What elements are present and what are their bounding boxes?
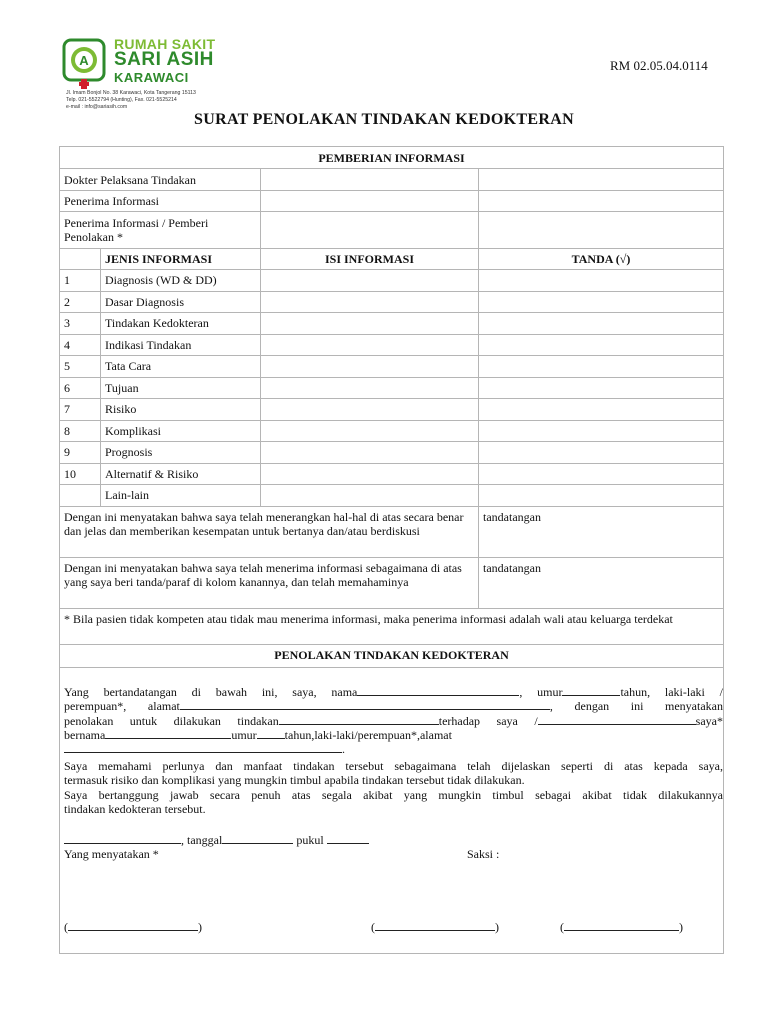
statement-text: Dengan ini menyatakan bahwa saya telah menerima informasi sebagaimana di atas yang saya beri tanda/paraf di kolom kanannya, dan telah memahaminya: [60, 557, 479, 608]
row-jenis: Dasar Diagnosis: [101, 291, 261, 313]
row-number: 5: [60, 356, 101, 378]
static-text: (: [371, 920, 375, 934]
svg-text:A: A: [79, 53, 89, 68]
refusal-line-5: [64, 741, 345, 756]
static-text: penolakan untuk dilakukan tindakan: [64, 714, 279, 728]
column-header-tanda: TANDA (√): [479, 249, 724, 270]
doctor-signature-field[interactable]: tandatangan: [479, 506, 724, 557]
row-number: 9: [60, 442, 101, 464]
row-jenis: Lain-lain: [101, 485, 261, 507]
row-tanda-field[interactable]: [479, 270, 724, 292]
row-isi-field[interactable]: [261, 463, 479, 485]
place-field[interactable]: [64, 832, 181, 844]
row-jenis: Indikasi Tindakan: [101, 334, 261, 356]
hospital-emblem-icon: [62, 38, 106, 90]
date-time-line: [64, 832, 369, 847]
row-isi-field[interactable]: [261, 291, 479, 313]
logo-name-line1: RUMAH SAKIT: [114, 36, 216, 52]
paragraph-line: Saya bertanggung jawab secara penuh atas segala akibat yang mungkin timbul sebagai akibat tidak dilakukannya: [64, 788, 723, 802]
refuser-name-field[interactable]: [261, 212, 479, 249]
row-number: 1: [60, 270, 101, 292]
logo-name-line2: SARI ASIH: [114, 49, 214, 70]
field-row-recipient: [60, 191, 724, 212]
address-field[interactable]: [180, 698, 550, 710]
static-text: saya*: [695, 714, 723, 728]
field-row-doctor: [60, 169, 724, 191]
row-isi-field[interactable]: [261, 334, 479, 356]
witness-label: Saksi :: [467, 847, 500, 861]
section-heading-refusal: PENOLAKAN TINDAKAN KEDOKTERAN: [274, 648, 509, 662]
signer-signature-line: [64, 919, 202, 934]
table-row: [60, 291, 724, 313]
row-jenis: Alternatif & Risiko: [101, 463, 261, 485]
row-tanda-field[interactable]: [479, 463, 724, 485]
static-text: ): [679, 920, 683, 934]
age-field[interactable]: [562, 684, 620, 696]
refuser-extra-field[interactable]: [479, 212, 724, 249]
recipient-extra-field[interactable]: [479, 191, 724, 212]
field-label: Dokter Pelaksana Tindakan: [60, 169, 261, 191]
section-heading-information: PEMBERIAN INFORMASI: [60, 147, 724, 169]
witness2-signature-field[interactable]: [564, 919, 679, 931]
table-row: [60, 485, 724, 507]
page-title: SURAT PENOLAKAN TINDAKAN KEDOKTERAN: [194, 111, 574, 128]
row-tanda-field[interactable]: [479, 313, 724, 335]
refusal-line-1: [64, 684, 723, 699]
row-isi-field[interactable]: [261, 442, 479, 464]
column-header-isi: ISI INFORMASI: [261, 249, 479, 270]
static-text: umur: [231, 728, 257, 742]
patient-name-field[interactable]: [105, 727, 231, 739]
static-text: (: [560, 920, 564, 934]
table-row: [60, 463, 724, 485]
row-tanda-field[interactable]: [479, 291, 724, 313]
form-code: RM 02.05.04.0114: [610, 58, 708, 73]
footnote-text: * Bila pasien tidak kompeten atau tidak mau menerima informasi, maka penerima informasi adalah wali atau keluarga terdekat: [60, 608, 724, 644]
row-isi-field[interactable]: [261, 485, 479, 507]
static-text: , tanggal: [181, 833, 223, 847]
column-header-jenis: JENIS INFORMASI: [101, 249, 261, 270]
static-text: Yang bertandatangan di bawah ini, saya, nama: [64, 685, 358, 699]
static-text: pukul: [293, 833, 327, 847]
static-text: , dengan ini menyatakan: [549, 699, 723, 713]
static-text: ): [495, 920, 499, 934]
patient-address-field[interactable]: [64, 741, 342, 753]
row-jenis: Diagnosis (WD & DD): [101, 270, 261, 292]
row-tanda-field[interactable]: [479, 377, 724, 399]
row-isi-field[interactable]: [261, 399, 479, 421]
logo-address-line: Jl. Imam Bonjol No. 38 Karawaci, Kota Tangerang 15113: [66, 90, 196, 96]
date-field[interactable]: [222, 832, 293, 844]
static-text: alamat: [419, 728, 452, 742]
field-label: Penerima Informasi / Pemberi Penolakan *: [60, 212, 261, 249]
refusal-section: [59, 642, 724, 954]
row-tanda-field[interactable]: [479, 334, 724, 356]
row-tanda-field[interactable]: [479, 399, 724, 421]
refusal-line-3: [64, 713, 723, 728]
row-number: 7: [60, 399, 101, 421]
static-text: (: [64, 920, 68, 934]
row-isi-field[interactable]: [261, 270, 479, 292]
column-header-row: [60, 249, 724, 270]
field-row-refuser: [60, 212, 724, 249]
row-number: 8: [60, 420, 101, 442]
field-label: Penerima Informasi: [60, 191, 261, 212]
row-jenis: Risiko: [101, 399, 261, 421]
row-jenis: Tata Cara: [101, 356, 261, 378]
static-text: bernama: [64, 728, 106, 742]
patient-age-field[interactable]: [257, 727, 285, 739]
table-row: [60, 356, 724, 378]
table-row: [60, 399, 724, 421]
row-number: [60, 485, 101, 507]
row-tanda-field[interactable]: [479, 485, 724, 507]
paragraph-line: Saya memahami perlunya dan manfaat tindakan tersebut sebagaimana telah dijelaskan seperti di atas kepada saya,: [64, 759, 723, 773]
signer-signature-field[interactable]: [68, 919, 198, 931]
recipient-name-field[interactable]: [261, 191, 479, 212]
row-number: 6: [60, 377, 101, 399]
row-tanda-field[interactable]: [479, 420, 724, 442]
table-row: [60, 377, 724, 399]
row-number: 2: [60, 291, 101, 313]
refusal-line-2: [64, 698, 723, 713]
row-tanda-field[interactable]: [479, 356, 724, 378]
paragraph-line: termasuk risiko dan komplikasi yang mungkin timbul apabila tindakan tersebut tidak dilakukan.: [64, 773, 525, 787]
static-text: tahun,: [284, 728, 315, 742]
static-text: perempuan*, alamat: [64, 699, 180, 713]
refusal-line-4: [64, 727, 723, 742]
witness1-signature-field[interactable]: [375, 919, 495, 931]
statement-row-doctor: [60, 506, 724, 557]
hospital-logo: [62, 36, 242, 116]
table-row: [60, 442, 724, 464]
row-isi-field[interactable]: [261, 420, 479, 442]
row-number: 4: [60, 334, 101, 356]
row-tanda-field[interactable]: [479, 442, 724, 464]
static-text: tahun, laki-laki /: [620, 685, 723, 699]
row-number: 10: [60, 463, 101, 485]
signer-label: Yang menyatakan *: [64, 847, 159, 861]
statement-row-recipient: [60, 557, 724, 608]
divider: [60, 667, 723, 668]
doctor-name-field[interactable]: [261, 169, 479, 191]
row-jenis: Tujuan: [101, 377, 261, 399]
static-text: ): [198, 920, 202, 934]
row-isi-field[interactable]: [261, 356, 479, 378]
static-text: perempuan*,: [357, 728, 420, 742]
row-jenis: Komplikasi: [101, 420, 261, 442]
column-header-no: [60, 249, 101, 270]
row-isi-field[interactable]: [261, 313, 479, 335]
name-field[interactable]: [357, 684, 519, 696]
logo-email-line: e-mail : info@sariasih.com: [66, 104, 128, 110]
statement-text: Dengan ini menyatakan bahwa saya telah menerangkan hal-hal di atas secara benar dan jelas dan memberikan kesempatan untuk bertanya dan/atau berdiskusi: [60, 506, 479, 557]
table-row: [60, 270, 724, 292]
static-text: laki-laki: [314, 728, 355, 742]
row-number: 3: [60, 313, 101, 335]
static-text: .: [342, 742, 345, 756]
recipient-signature-field[interactable]: tandatangan: [479, 557, 724, 608]
static-text: , umur: [519, 685, 563, 699]
relation-field[interactable]: [538, 713, 696, 725]
row-jenis: Tindakan Kedokteran: [101, 313, 261, 335]
static-text: /: [354, 728, 358, 742]
footnote-row: [60, 608, 724, 644]
static-text: terhadap saya /: [438, 714, 538, 728]
doctor-extra-field[interactable]: [479, 169, 724, 191]
row-isi-field[interactable]: [261, 377, 479, 399]
logo-phone-line: Telp. 021-5522794 (Hunting), Fax. 021-5525214: [66, 97, 177, 103]
witness2-signature-line: [560, 919, 683, 934]
witness1-signature-line: [371, 919, 499, 934]
table-row: [60, 313, 724, 335]
procedure-field[interactable]: [279, 713, 439, 725]
information-table: [59, 146, 724, 645]
time-field[interactable]: [327, 832, 369, 844]
paragraph-line: tindakan kedokteran tersebut.: [64, 802, 206, 816]
table-row: [60, 420, 724, 442]
row-jenis: Prognosis: [101, 442, 261, 464]
table-row: [60, 334, 724, 356]
logo-name-line3: KARAWACI: [114, 70, 189, 85]
